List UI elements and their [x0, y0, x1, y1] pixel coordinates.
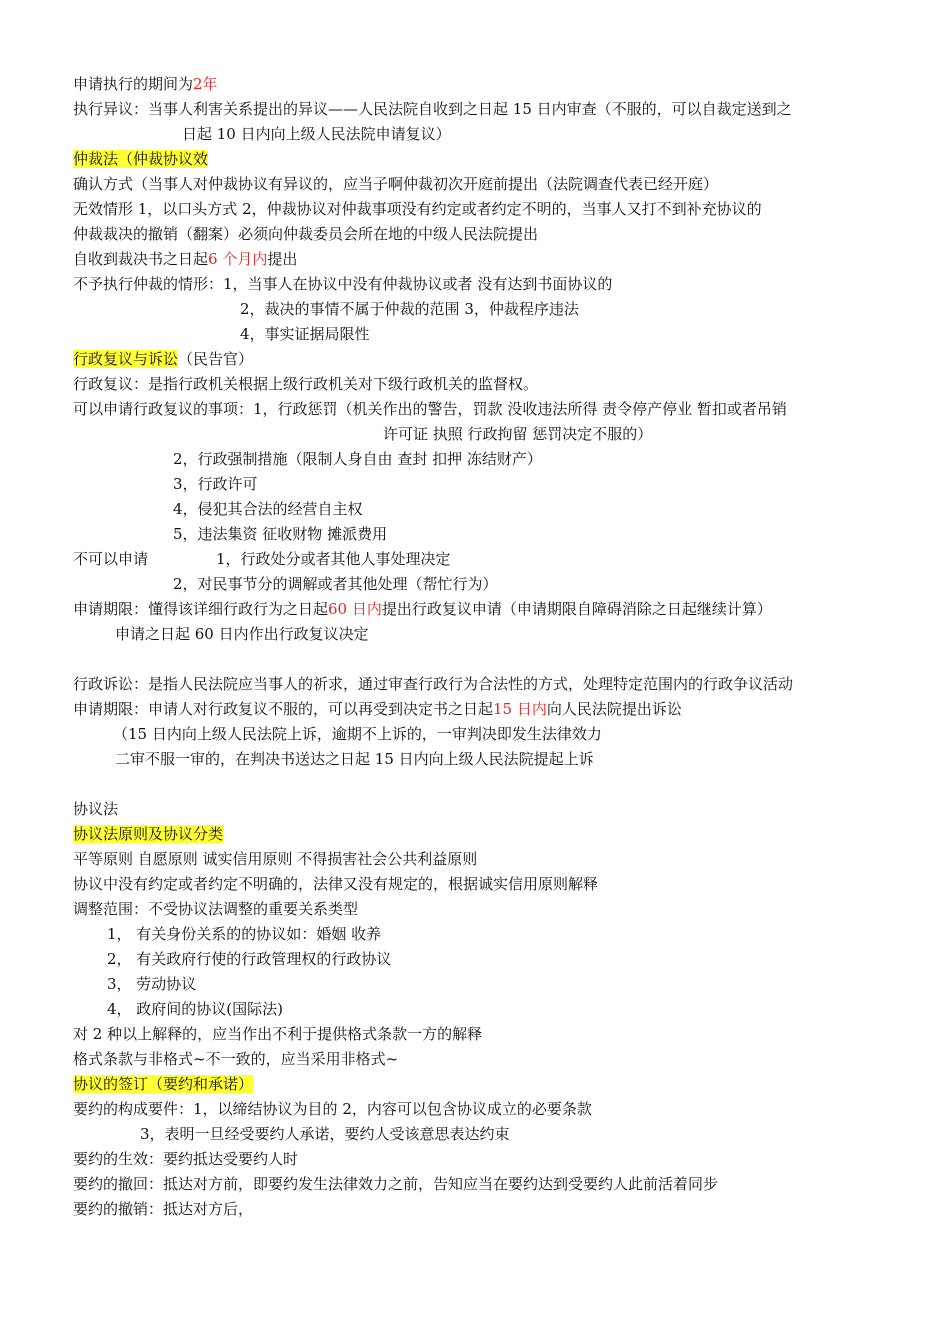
doc-line: 格式条款与非格式~不一致的，应当采用非格式~ — [73, 1050, 399, 1068]
doc-line: 行政诉讼：是指人民法院应当事人的祈求，通过审查行政行为合法性的方式，处理特定范围内的行政争议活动 — [73, 675, 794, 693]
doc-line: 申请期限：懂得该详细行政行为之日起60 日内提出行政复议申请（申请期限自障碍消除之日起继续计算） — [73, 600, 772, 618]
doc-line: 申请之日起 60 日内作出行政复议决定 — [115, 625, 369, 643]
doc-line: 行政复议：是指行政机关根据上级行政机关对下级行政机关的监督权。 — [73, 375, 539, 393]
doc-line: 协议中没有约定或者约定不明确的，法律又没有规定的，根据诚实信用原则解释 — [73, 875, 599, 893]
list-item: 4， 政府间的协议(国际法) — [107, 1000, 284, 1018]
list-item: 1， 有关身份关系的的协议如：婚姻 收养 — [107, 925, 382, 943]
list-item: 3， 劳动协议 — [107, 975, 197, 993]
section-heading: 协议的签订（要约和承诺） — [73, 1075, 254, 1093]
list-item: 2， 有关政府行使的行政管理权的行政协议 — [107, 950, 392, 968]
doc-line: 5，违法集资 征收财物 摊派费用 — [173, 525, 388, 543]
doc-line: 可以申请行政复议的事项：1，行政惩罚（机关作出的警告，罚款 没收违法所得 责令停产停业 暂扣或者吊销 — [73, 400, 787, 418]
doc-line: 2，行政强制措施（限制人身自由 查封 扣押 冻结财产） — [173, 450, 542, 468]
section-heading: 协议法原则及协议分类 — [73, 825, 224, 843]
doc-line: 要约的撤回：抵达对方前，即要约发生法律效力之前，告知应当在要约达到受要约人此前活着同步 — [73, 1175, 719, 1193]
doc-line: 要约的生效：要约抵达受要约人时 — [73, 1150, 299, 1168]
doc-line: 要约的构成要件：1，以缔结协议为目的 2，内容可以包含协议成立的必要条款 — [73, 1100, 592, 1118]
doc-line: 4，事实证据局限性 — [240, 325, 370, 343]
doc-line: 申请期限：申请人对行政复议不服的，可以再受到决定书之日起15 日内向人民法院提出诉讼 — [73, 700, 682, 718]
doc-line: 执行异议：当事人利害关系提出的异议——人民法院自收到之日起 15 日内审查（不服的，可以自裁定送到之 — [73, 100, 792, 118]
doc-line: 协议法 — [73, 800, 119, 818]
doc-line: 仲裁裁决的撤销（翻案）必须向仲裁委员会所在地的中级人民法院提出 — [73, 225, 539, 243]
doc-line: 1，行政处分或者其他人事处理决定 — [216, 550, 451, 568]
doc-line: 要约的撤销：抵达对方后， — [73, 1200, 254, 1218]
doc-line: 日起 10 日内向上级人民法院申请复议） — [182, 125, 451, 143]
doc-line: 不予执行仲裁的情形：1，当事人在协议中没有仲裁协议或者 没有达到书面协议的 — [73, 275, 613, 293]
section-heading: 行政复议与诉讼（民告官） — [73, 350, 254, 368]
doc-line: 确认方式（当事人对仲裁协议有异议的，应当子啊仲裁初次开庭前提出（法院调查代表已经开庭） — [73, 175, 719, 193]
doc-line: （15 日内向上级人民法院上诉，逾期不上诉的，一审判决即发生法律效力 — [113, 725, 602, 743]
doc-line: 对 2 种以上解释的，应当作出不利于提供格式条款一方的解释 — [73, 1025, 483, 1043]
doc-line: 许可证 执照 行政拘留 惩罚决定不服的） — [383, 425, 653, 443]
doc-line: 2，对民事节分的调解或者其他处理（帮忙行为） — [173, 575, 498, 593]
doc-line: 调整范围：不受协议法调整的重要关系类型 — [73, 900, 359, 918]
doc-line: 二审不服一审的，在判决书送达之日起 15 日内向上级人民法院提起上诉 — [115, 750, 594, 768]
doc-line: 4，侵犯其合法的经营自主权 — [173, 500, 363, 518]
doc-line: 3，行政许可 — [173, 475, 258, 493]
doc-line: 无效情形 1，以口头方式 2，仲裁协议对仲裁事项没有约定或者约定不明的，当事人又打不到补充协议的 — [73, 200, 762, 218]
doc-line: 平等原则 自愿原则 诚实信用原则 不得损害社会公共利益原则 — [73, 850, 478, 868]
doc-line: 申请执行的期间为2年 — [73, 75, 218, 93]
doc-line: 3，表明一旦经受要约人承诺，要约人受该意思表达约束 — [140, 1125, 510, 1143]
doc-line: 自收到裁决书之日起6 个月内提出 — [73, 250, 298, 268]
doc-line: 不可以申请 — [73, 550, 149, 568]
section-heading: 仲裁法（仲裁协议效 — [73, 150, 209, 168]
doc-line: 2，裁决的事情不属于仲裁的范围 3，仲裁程序违法 — [240, 300, 579, 318]
